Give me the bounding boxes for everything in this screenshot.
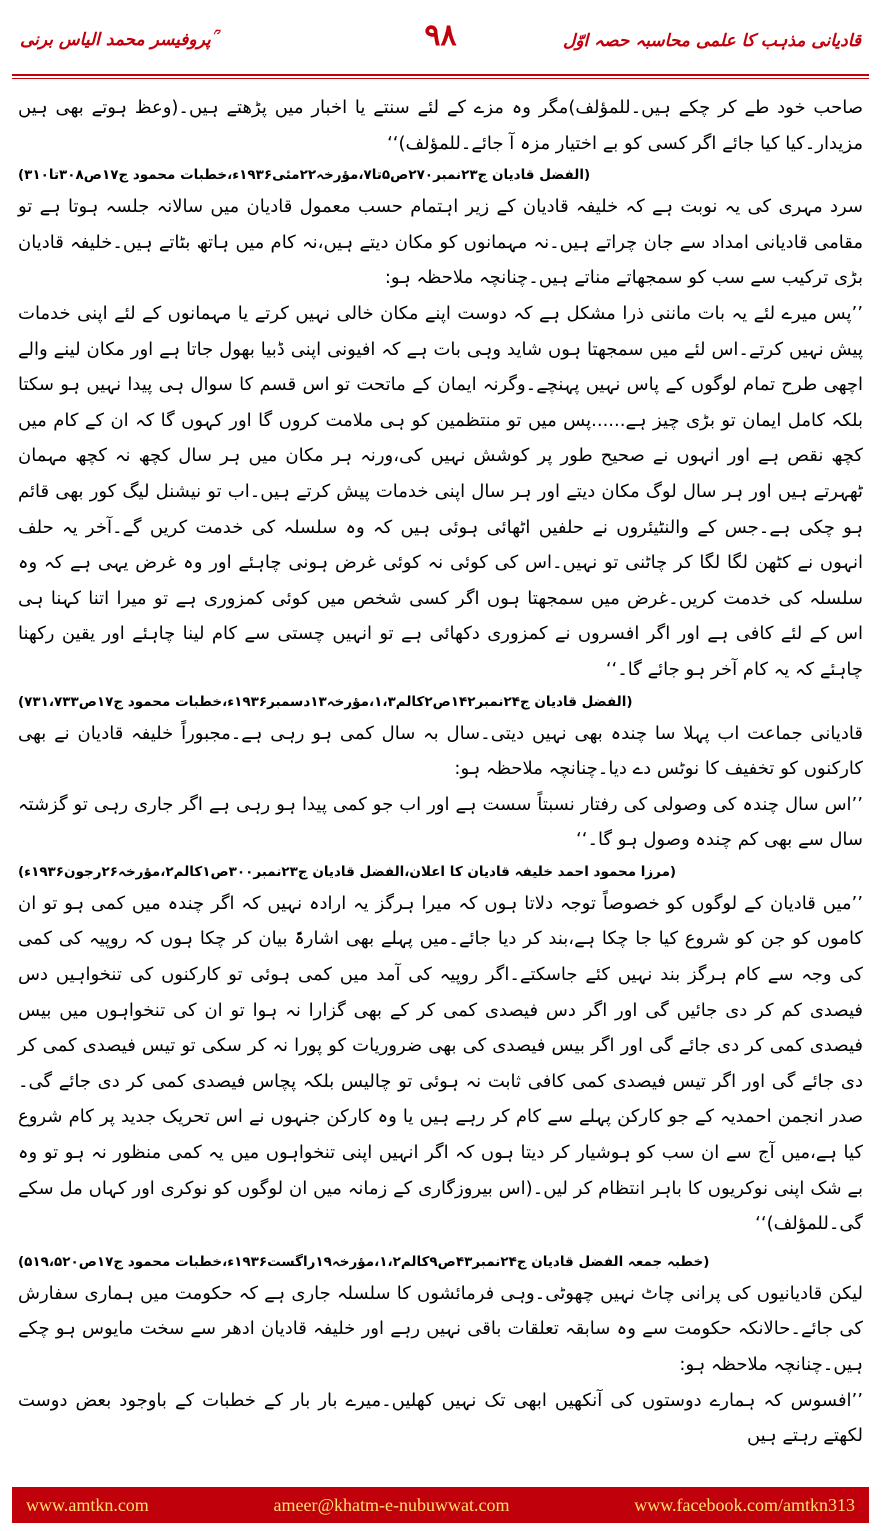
header-rule	[12, 74, 869, 76]
quote-paragraph: ’’افسوس کہ ہمارے دوستوں کی آنکھیں ابھی تک نہیں کھلیں۔میرے بار بار کے خطبات کے باوجود بعض دوست لکھتے رہتے ہیں	[18, 1389, 863, 1447]
quote-paragraph: ’’میں قادیان کے لوگوں کو خصوصاً توجہ دلاتا ہوں کہ میرا ہرگز یہ ارادہ نہیں کہ اگر چندہ میں کمی ہو تو ان کاموں کو جن کو شروع کیا جا چکا ہے،بند کر دیا جائے۔میں پہلے بھی اشارۃً بیان کر چکا ہوں کہ روپیہ کی کمی کی وجہ سے کام ہرگز بند نہیں کئے جاسکتے۔اگر روپیہ کی آمد میں کمی ہوئی تو کارکنوں کی تنخواہیں دس فیصدی کم کر دی جائیں گی اور اگر دس فیصدی کمی کر کے بھی گزارا نہ ہوا تو ان کی تنخواہوں میں بیس فیصدی کمی کر دی جائے گی اور اگر بیس فیصدی کی بھی ضروریات کو پورا نہ کر سکی تو تیس فیصدی کمی کر دی جائے گی اور اگر تیس فیصدی کمی کافی ثابت نہ ہوئی تو چالیس بلکہ پچاس فیصدی کمی کر دی جائے گی۔صدر انجمن احمدیہ کے جو کارکن پہلے سے کام کر رہے ہیں یا وہ کارکن جنہوں نے اس تحریک جدید پر کام شروع کیا ہے،میں آج سے ان سب کو ہوشیار کر دیتا ہوں کہ اگر انہیں اپنی تنخواہوں میں یہ کمی منظور نہ ہو تو وہ بے شک اپنی نوکریوں کا باہر انتظام کر لیں۔(اس بیروزگاری کے زمانہ میں ان لوگوں کو نوکری اور کہاں مل سکے گی۔للمؤلف)‘‘	[18, 892, 863, 1235]
page-footer	[12, 1487, 869, 1523]
email-link[interactable]: ameer@khatm-e-nubuwwat.com	[273, 1494, 510, 1515]
page-header	[10, 18, 871, 74]
quote-paragraph: ’’پس میرے لئے یہ بات ماننی ذرا مشکل ہے کہ دوست اپنے مکان خالی نہیں کرتے یا مہمانوں کے لئے اپنی خدمات پیش نہیں کرتے۔اس لئے میں سمجھتا ہوں شاید وہی بات ہے کہ افیونی اپنی ڈبیا بھول جاتا ہے اور مکان لینے والے اچھی طرح تمام لوگوں کے پاس نہیں پہنچے۔وگرنہ ایمان کے ماتحت تو اس قسم کا سوال ہی پیدا نہیں ہو سکتا بلکہ کامل ایمان تو بڑی چیز ہے......پس میں تو منتظمین کو ہی ملامت کروں گا اور کہوں گا کہ ان کے کام میں کچھ نقص ہے اور انہوں نے صحیح طور پر کوشش نہیں کی،ورنہ ہر مکان میں ہر سال کچھ نہ کچھ مہمان ٹھہرتے ہیں اور ہر سال لوگ مکان دیتے اور ہر سال اپنی خدمات پیش کرتے ہیں۔اب تو نیشنل لیگ کور بھی قائم ہو چکی ہے۔جس کے والنٹیئروں نے حلفیں اٹھائی ہوئی ہیں کہ وہ سلسلہ کی خدمت کریں گے۔آخر یہ حلف انہوں نے کٹھن لگا لگا کر چاٹنی تو نہیں۔اس کی کوئی نہ کوئی غرض ہونی چاہئے اور وہ غرض یہی ہے کہ وہ سلسلہ کی خدمت کریں۔غرض میں سمجھتا ہوں اگر کسی شخص میں کوئی کمزوری ہے تو میرا اتنا کہنا ہی اس کے لئے کافی ہے اور اگر افسروں نے کمزوری دکھائی ہے تو انہیں چستی سے کام لینا چاہئے اور یقین رکھنا چاہئے کہ یہ کام آخر ہو جائے گا۔‘‘	[18, 302, 863, 680]
header-rule-thin	[12, 78, 869, 79]
website-link[interactable]: www.amtkn.com	[26, 1494, 149, 1515]
body-paragraph: لیکن قادیانیوں کی پرانی چاٹ نہیں چھوٹی۔وہی فرمائشوں کا سلسلہ جاری ہے کہ حکومت میں ہماری سفارش کی جائے۔حالانکہ حکومت سے وہ سابقہ تعلقات باقی نہیں رہے اور خلیفہ قادیان ادھر سے سخت مایوس ہو چکے ہیں۔چنانچہ ملاحظہ ہو:	[18, 1282, 863, 1375]
page-body	[18, 90, 863, 1454]
page-number: ۹۸	[424, 18, 457, 53]
reference: (الفضل قادیان ج۲۳نمبر۲۷۰ص۵تا۷،مؤرخہ۲۲مئی۱۹۳۶ء،خطبات محمود ج۱۷ص۳۰۸تا۳۱۰)	[18, 167, 591, 184]
reference: (الفضل قادیان ج۲۴نمبر۱۴۲ص۲کالم۱،۳،مؤرخہ۱۳دسمبر۱۹۳۶ء،خطبات محمود ج۱۷ص۷۳۱،۷۳۳)	[18, 693, 633, 710]
book-title: قادیانی مذہب کا علمی محاسبہ حصہ اوّل	[562, 31, 861, 51]
quote-paragraph: ’’اس سال چندہ کی وصولی کی رفتار نسبتاً سست ہے اور اب جو کمی پیدا ہو رہی ہے اگر جاری رہی تو گزشتہ سال سے بھی کم چندہ وصول ہو گا۔‘‘	[18, 793, 863, 851]
body-paragraph: صاحب خود طے کر چکے ہیں۔للمؤلف)مگر وہ مزے کے لئے سنتے یا اخبار میں پڑھتے ہیں۔(وعظ ہوتے بھی ہیں مزیدار۔کیا کیا جائے اگر کسی کو بے اختیار مزہ آ جائے۔للمؤلف)‘‘	[18, 97, 863, 154]
author-name: پروفیسر محمد الیاس برنی ؒ	[20, 30, 215, 50]
body-paragraph: سرد مہری کی یہ نوبت ہے کہ خلیفہ قادیان کے زیر اہتمام حسب معمول قادیان میں سالانہ جلسہ ہوتا ہے تو مقامی قادیانی امداد سے جان چراتے ہیں۔نہ مہمانوں کو مکان دیتے ہیں،نہ کام میں ہاتھ بٹاتے ہیں۔خلیفہ قادیان بڑی ترکیب سے سب کو سمجھاتے مناتے ہیں۔چنانچہ ملاحظہ ہو:	[18, 196, 863, 289]
reference: (خطبہ جمعہ الفضل قادیان ج۲۴نمبر۴۳ص۹کالم۱،۲،مؤرخہ۱۹راگست۱۹۳۶ء،خطبات محمود ج۱۷ص۵۱۹،۵۲۰)	[18, 1253, 710, 1270]
reference: (مرزا محمود احمد خلیفہ قادیان کا اعلان،الفضل قادیان ج۲۳نمبر۳۰۰ص۱کالم۲،مؤرخہ۲۶رجون۱۹۳۶ء)	[18, 863, 677, 880]
facebook-link[interactable]: www.facebook.com/amtkn313	[634, 1494, 855, 1515]
body-paragraph: قادیانی جماعت اب پہلا سا چندہ بھی نہیں دیتی۔سال بہ سال کمی ہو رہی ہے۔مجبوراً خلیفہ قادیان نے بھی کارکنوں کو تخفیف کا نوٹس دے دیا۔چنانچہ ملاحظہ ہو:	[18, 722, 863, 780]
